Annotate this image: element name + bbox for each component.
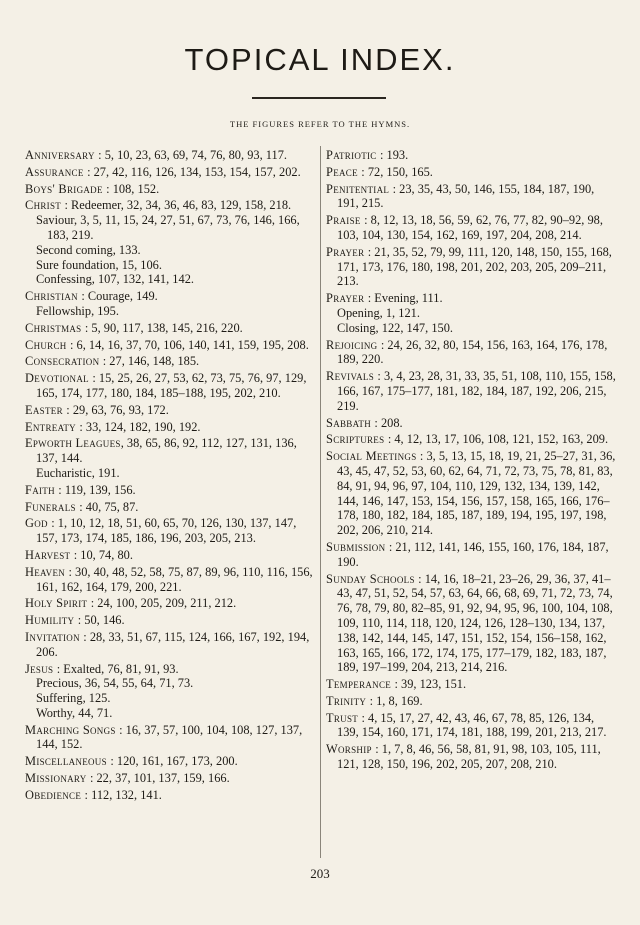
index-entry [326,677,616,692]
index-entry [326,572,616,676]
topic-heading: Temperance [326,677,395,692]
hymn-numbers: : 15, 25, 26, 27, 53, 62, 73, 75, 76, 97, 129, 165, 174, 177, 180, 184, 185–188, 195, 202, 210. [36,371,307,400]
index-note: THE FIGURES REFER TO THE HYMNS. [229,119,411,129]
hymn-numbers: : 8, 12, 13, 18, 56, 59, 62, 76, 77, 82, 90–92, 98, 103, 104, 130, 154, 162, 169, 197, 204, 208, 214. [337,213,603,242]
index-entry [25,321,315,336]
index-column-left [25,146,315,803]
topic-heading: Easter [25,402,67,417]
topic-heading: God [25,516,52,531]
hymn-numbers: : 1, 7, 8, 46, 56, 58, 81, 91, 98, 103, 105, 111, 121, 128, 150, 196, 202, 205, 207, 208, 210. [337,742,601,772]
topic-heading: Miscellaneous [25,754,111,769]
index-entry [326,711,616,741]
index-entry [25,771,315,786]
index-entry [25,371,315,401]
index-entry [326,291,616,306]
hymn-numbers: : 24, 26, 32, 80, 154, 156, 163, 164, 176, 178, 189, 220. [337,337,608,367]
title-rule [252,97,386,99]
index-subentry [25,304,315,319]
index-entry [25,198,315,213]
topic-heading: Patriotic [326,148,380,162]
hymn-numbers: , 38, 65, 86, 92, 112, 127, 131, 136, 137, 144. [36,436,297,466]
hymn-numbers: : 3, 5, 13, 15, 18, 19, 21, 25–27, 31, 36, 43, 45, 47, 52, 53, 60, 62, 64, 71, 72, 73, 75, 78, 81, 83, 84, 91, 94, 96, 97, 104, 110, 129, 132, 134, 139, 142, 144, 146, 147, 153, 154, 156, 157, 158, 165, 166, 176–178, 180, 182, 184, 185, 187, 189, 194, 195, 197, 198, 202, 206, 210, 214. [337,449,616,538]
index-entry [25,565,315,595]
hymn-numbers: : 1, 8, 169. [369,693,423,708]
hymn-numbers: : 21, 35, 52, 79, 99, 111, 120, 148, 150, 155, 168, 171, 173, 176, 180, 198, 201, 202, 203, 205, 209–211, 213. [337,244,612,289]
topic-heading: Submission [326,539,389,554]
topic-heading: Trinity [326,693,370,708]
hymn-numbers: : 27, 42, 116, 126, 134, 153, 154, 157, 202. [87,164,301,179]
topic-heading: Revivals [326,369,378,384]
topic-heading: Trust [326,710,362,725]
index-entry [326,165,616,180]
index-entry [25,483,315,498]
index-subentry [25,243,315,258]
hymn-numbers: : 22, 37, 101, 137, 159, 166. [89,771,230,786]
hymn-numbers: : 14, 16, 18–21, 23–26, 29, 36, 37, 41–43, 47, 51, 52, 54, 57, 63, 64, 66, 68, 69, 71, 72, 73, 74, 76, 78, 79, 80, 82–85, 91, 92, 94, 95, 96, 100, 104, 108, 109, 110, 114, 118, 120, 124, 126, 128–130, 134, 137, 138, 142, 144, 145, 147, 151, 152, 154, 156–158, 162, 163, 165, 166, 172, 174, 175, 177–179, 182, 183, 187, 189, 197–199, 204, 213, 214, 216. [337,571,613,675]
hymn-numbers: Worthy, 44, 71. [36,705,113,720]
hymn-numbers: : 33, 124, 182, 190, 192. [79,419,201,434]
hymn-numbers: : 21, 112, 141, 146, 155, 160, 176, 184, 187, 190. [337,539,609,569]
topic-heading: Harvest [25,547,74,562]
index-entry [25,165,315,180]
index-entry [25,630,315,660]
page-number: 203 [310,866,330,881]
index-entry [326,182,616,212]
topic-heading: Heaven [25,564,69,579]
hymn-numbers: : 4, 12, 13, 17, 106, 108, 121, 152, 163, 209. [387,432,609,447]
topic-heading: Scriptures [326,432,388,447]
hymn-numbers: Sure foundation, 15, 106. [36,257,162,272]
topic-heading: Humility [25,613,78,628]
topic-heading: Missionary [25,771,90,786]
hymn-numbers: : 1, 10, 12, 18, 51, 60, 65, 70, 126, 130, 137, 147, 157, 173, 174, 185, 186, 196, 203, 205, 213. [36,516,297,546]
topic-heading: Marching Songs [25,722,120,737]
index-entry [25,723,315,753]
topic-heading: Social Meetings [326,449,420,464]
hymn-numbers: Confessing, 107, 132, 141, 142. [36,272,194,287]
hymn-numbers: : Redeemer, 32, 34, 36, 46, 83, 129, 158, 218. [64,198,292,213]
hymn-numbers: : 50, 146. [77,613,125,628]
index-entry [25,788,315,803]
topic-heading: Holy Spirit [25,596,91,611]
topic-heading: Penitential [326,181,393,196]
hymn-numbers: : 10, 74, 80. [73,547,133,562]
hymn-numbers: : 28, 33, 51, 67, 115, 124, 166, 167, 192, 194, 206. [36,629,310,659]
hymn-numbers: Closing, 122, 147, 150. [337,320,453,335]
hymn-numbers: : Courage, 149. [81,289,158,304]
index-subentry [25,258,315,273]
index-entry [25,436,315,466]
topic-heading: Epworth Leagues [25,436,121,451]
topic-heading: Jesus [25,661,57,676]
topic-heading: Rejoicing [326,337,381,352]
hymn-numbers: : 3, 4, 23, 28, 31, 33, 35, 51, 108, 110, 155, 158, 166, 167, 175–177, 181, 182, 184, 187, 192, 206, 215, 219. [337,369,616,413]
index-subentry [25,691,315,706]
topic-heading: Christmas [25,320,85,335]
hymn-numbers: Eucharistic, 191. [36,465,120,480]
hymn-numbers: : 29, 63, 76, 93, 172. [66,402,169,417]
hymn-numbers: : 27, 146, 148, 185. [102,354,200,369]
index-entry [25,338,315,353]
index-column-right [326,146,616,772]
index-subentry [25,272,315,287]
hymn-numbers: Precious, 36, 54, 55, 64, 71, 73. [36,676,194,691]
topic-heading: Faith [25,482,59,497]
topic-heading: Christ [25,198,65,213]
topic-heading: Sabbath [326,415,375,430]
topic-heading: Devotional [25,371,93,386]
hymn-numbers: : 112, 132, 141. [84,787,162,802]
topic-heading: Consecration [25,354,103,369]
index-entry [326,694,616,709]
index-entry [25,182,315,197]
index-entry [326,338,616,368]
page-title: TOPICAL INDEX. [184,42,456,77]
hymn-numbers: : 40, 75, 87. [79,499,139,514]
index-entry [25,148,315,163]
index-entry [25,516,315,546]
index-entry [25,662,315,677]
hymn-numbers: : Evening, 111. [367,291,443,306]
index-entry [25,754,315,769]
hymn-numbers: Fellowship, 195. [36,303,119,318]
index-subentry [326,321,616,336]
topic-heading: Boys' Brigade [25,181,107,196]
hymn-numbers: : 193. [380,148,409,162]
hymn-numbers: : 4, 15, 17, 27, 42, 43, 46, 67, 78, 85, 126, 134, 139, 154, 160, 171, 174, 181, 188, 199, 201, 213, 217. [337,710,607,740]
index-subentry [25,466,315,481]
hymn-numbers: : 208. [374,415,403,430]
index-subentry [25,676,315,691]
index-entry [326,148,616,163]
index-subentry [326,306,616,321]
index-entry [326,449,616,538]
hymn-numbers: : 39, 123, 151. [394,677,467,692]
topic-heading: Anniversary [25,148,99,162]
hymn-numbers: Second coming, 133. [36,242,141,257]
index-entry [25,420,315,435]
hymn-numbers: : 23, 35, 43, 50, 146, 155, 184, 187, 190, 191, 215. [337,181,595,211]
hymn-numbers: : Exalted, 76, 81, 91, 93. [56,661,179,676]
index-entry [326,742,616,772]
column-divider [320,146,321,858]
index-entry [25,596,315,611]
index-entry [25,289,315,304]
index-entry [25,354,315,369]
topic-heading: Sunday Schools [326,571,419,586]
index-entry [326,245,616,289]
hymn-numbers: : 108, 152. [106,181,160,196]
topic-heading: Worship [326,742,376,757]
hymn-numbers: : 6, 14, 16, 37, 70, 106, 140, 141, 159, 195, 208. [69,337,309,352]
index-entry [326,369,616,413]
index-subentry [25,213,315,243]
topic-heading: Praise [326,213,365,228]
topic-heading: Entreaty [25,419,80,434]
index-entry [326,416,616,431]
hymn-numbers: : 5, 10, 23, 63, 69, 74, 76, 80, 93, 117. [98,148,287,162]
hymn-numbers: : 24, 100, 205, 209, 211, 212. [90,596,237,611]
hymn-numbers: : 120, 161, 167, 173, 200. [110,754,238,769]
hymn-numbers: : 119, 139, 156. [58,482,136,497]
hymn-numbers: Opening, 1, 121. [337,305,420,320]
topic-heading: Church [25,337,70,352]
topic-heading: Prayer [326,291,368,306]
index-entry [25,500,315,515]
hymn-numbers: : 5, 90, 117, 138, 145, 216, 220. [84,320,243,335]
index-entry [25,613,315,628]
hymn-numbers: : 72, 150, 165. [361,164,433,179]
topic-heading: Christian [25,289,82,304]
hymn-numbers: Saviour, 3, 5, 11, 15, 24, 27, 51, 67, 73, 76, 146, 166, 183, 219. [36,213,300,242]
index-entry [326,432,616,447]
topic-heading: Obedience [25,787,85,802]
index-entry [326,540,616,570]
index-entry [25,403,315,418]
index-entry [25,548,315,563]
topic-heading: Invitation [25,629,84,644]
index-entry [326,213,616,243]
hymn-numbers: : 30, 40, 48, 52, 58, 75, 87, 89, 96, 110, 116, 156, 161, 162, 164, 179, 200, 221. [36,564,313,594]
topic-heading: Funerals [25,499,80,514]
topic-heading: Assurance [25,164,88,179]
hymn-numbers: Suffering, 125. [36,691,111,706]
topic-heading: Peace [326,164,362,179]
topic-heading: Prayer [326,244,368,259]
index-subentry [25,706,315,721]
hymn-numbers: : 16, 37, 57, 100, 104, 108, 127, 137, 144, 152. [36,722,303,752]
